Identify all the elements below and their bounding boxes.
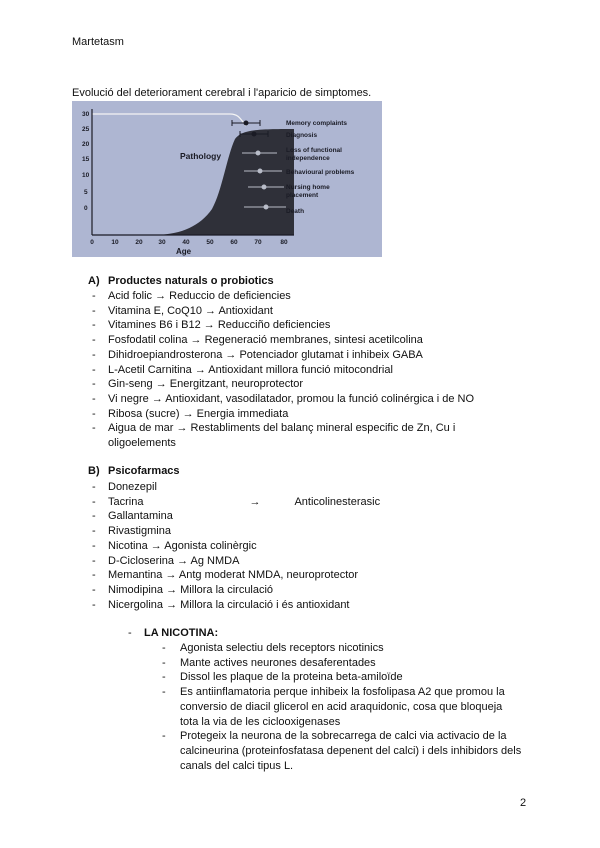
x-tick: 20	[135, 239, 143, 246]
list-item: - Agonista selectiu dels receptors nicotinics	[162, 641, 532, 656]
list-item-continuation: calcineurina (proteinfosfatasa depenent del calci) i dels inhibidors dels	[180, 744, 522, 757]
x-tick: 40	[182, 239, 190, 246]
stage-label: Memory complaints	[286, 120, 348, 127]
drug-name: Tacrina	[108, 495, 144, 508]
list-item: - Dihidroepiandrosterona → Potenciador glutamat i inhibeix GABA	[92, 348, 532, 363]
pathology-figure	[72, 101, 382, 257]
nicotina-title: LA NICOTINA:	[144, 627, 219, 639]
list-item: - Dissol les plaque de la proteina beta-amiloïde	[162, 670, 532, 685]
y-tick: 5	[84, 189, 88, 196]
x-tick: 70	[254, 239, 262, 246]
drug-effect: Anticolinesterasic	[294, 495, 381, 508]
stage-marker-memory	[232, 120, 260, 126]
pathology-area	[157, 129, 294, 235]
list-item: - Acid folic → Reduccio de deficiencies	[92, 289, 532, 304]
list-item-tacrina	[92, 495, 532, 510]
list-item-continuation: oligoelements	[108, 437, 176, 450]
y-tick: 30	[82, 111, 90, 118]
list-item: - Nimodipina → Millora la circulació	[92, 583, 532, 598]
section-a-list	[92, 289, 532, 451]
section-a-heading	[88, 275, 274, 287]
x-axis-title: Age	[176, 247, 192, 256]
list-item: - Ribosa (sucre) → Energia immediata	[92, 407, 532, 422]
list-item-continuation: canals del calci tipus L.	[180, 759, 294, 772]
list-item: - Mante actives neurones desaferentades	[162, 656, 532, 671]
stage-label: independence	[286, 155, 330, 162]
list-item: - Es antiinflamatoria perque inhibeix la fosfolipasa A2 que promou la	[162, 685, 532, 700]
stage-label: Death	[286, 208, 305, 215]
list-item: - Memantina → Antg moderat NMDA, neuroprotector	[92, 568, 532, 583]
y-tick: 10	[82, 172, 90, 179]
list-item: - Rivastigmina	[92, 524, 532, 539]
list-item: - Nicotina → Agonista colinèrgic	[92, 539, 532, 554]
figure-caption: Evolució del deteriorament cerebral i l'aparicio de simptomes.	[72, 87, 372, 99]
list-item-continuation: tota la via de les ciclooxigenases	[180, 715, 341, 728]
x-tick: 30	[158, 239, 166, 246]
y-tick: 25	[82, 126, 90, 133]
x-tick: 0	[90, 239, 94, 246]
stage-label: Behavioural problems	[286, 169, 355, 176]
pathology-label: Pathology	[180, 151, 222, 161]
list-item: - Fosfodatil colina → Regeneració membranes, sintesi acetilcolina	[92, 333, 532, 348]
list-item: - Vitamina E, CoQ10 → Antioxidant	[92, 304, 532, 319]
reference-line	[92, 114, 246, 126]
list-item: - Vitamines B6 i B12 → Reducciño deficiencies	[92, 318, 532, 333]
x-tick: 50	[206, 239, 214, 246]
list-item: - Protegeix la neurona de la sobrecarrega de calci via activacio de la	[162, 729, 532, 744]
x-tick: 10	[111, 239, 119, 246]
stage-label: Nursing home	[286, 184, 330, 191]
section-b-heading	[88, 465, 180, 477]
x-tick: 60	[230, 239, 238, 246]
section-b-title: Psicofarmacs	[108, 465, 180, 477]
y-tick: 20	[82, 141, 90, 148]
list-item: - D-Cicloserina → Ag NMDA	[92, 554, 532, 569]
page-number: 2	[520, 797, 527, 809]
list-item: - Donezepil	[92, 480, 532, 495]
stage-label: Diagnosis	[286, 132, 318, 139]
y-tick: 0	[84, 205, 88, 212]
list-item: - L-Acetil Carnitina → Antioxidant millora funció mitocondrial	[92, 363, 532, 378]
section-b-letter: B)	[88, 465, 100, 477]
y-tick: 15	[82, 156, 90, 163]
list-item: - Gin-seng → Energitzant, neuroprotector	[92, 377, 532, 392]
list-item: - Aigua de mar → Restabliments del balanç mineral especific de Zn, Cu i	[92, 421, 532, 436]
nicotina-list	[162, 641, 532, 773]
nicotina-bullet: -	[128, 627, 132, 639]
nicotina-heading	[128, 627, 218, 639]
list-item: - Nicergolina → Millora la circulació i és antioxidant	[92, 598, 532, 613]
section-a-letter: A)	[88, 275, 100, 287]
section-b-list	[92, 480, 532, 612]
page-header: Martetasm	[72, 36, 124, 48]
list-item-continuation: conversio de diacil glicerol en acid araquidonic, cosa que bloqueja	[180, 700, 503, 713]
list-item: - Vi negre → Antioxidant, vasodilatador, promou la funció colinérgica i de NO	[92, 392, 532, 407]
section-a-title: Productes naturals o probiotics	[108, 275, 274, 287]
stage-label: Loss of functional	[286, 147, 342, 154]
x-tick: 80	[280, 239, 288, 246]
arrow: →	[249, 495, 261, 508]
stage-label: placement	[286, 192, 319, 199]
list-item: - Gallantamina	[92, 509, 532, 524]
pathology-chart	[72, 101, 382, 257]
